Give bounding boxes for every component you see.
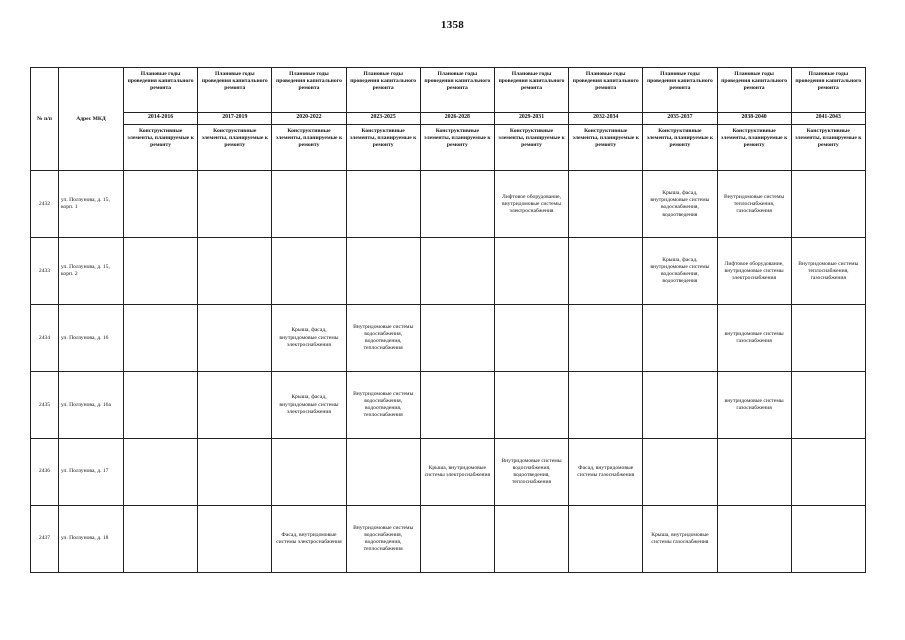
repair-elements-cell xyxy=(494,305,568,372)
repair-elements-cell xyxy=(420,238,494,305)
repair-elements-cell xyxy=(124,372,198,439)
repair-elements-cell xyxy=(494,238,568,305)
repair-elements-cell: Фасад, внутридомовые системы электроснабжения xyxy=(272,506,346,573)
repair-elements-cell xyxy=(791,305,865,372)
repair-elements-cell: Крыша, фасад, внутридомовые системы водоснабжения, водоотведения xyxy=(643,238,717,305)
repair-elements-cell xyxy=(124,305,198,372)
table-row xyxy=(31,439,866,506)
repair-elements-cell xyxy=(124,238,198,305)
repair-elements-cell xyxy=(569,305,643,372)
repair-elements-cell: Внутридомовые системы водоснабжения, водоотведения, теплоснабжения xyxy=(346,372,420,439)
repair-elements-cell xyxy=(198,439,272,506)
years-header: Плановые годы проведения капитального ремонта xyxy=(420,68,494,113)
repair-elements-cell xyxy=(346,439,420,506)
repair-elements-cell xyxy=(643,439,717,506)
repair-elements-cell xyxy=(791,372,865,439)
years-header: Плановые годы проведения капитального ремонта xyxy=(717,68,791,113)
row-number: 2433 xyxy=(31,238,59,305)
years-header: Плановые годы проведения капитального ремонта xyxy=(643,68,717,113)
row-address: ул. Ползунова, д. 15, корп. 1 xyxy=(59,171,124,238)
row-address: ул. Ползунова, д. 17 xyxy=(59,439,124,506)
address-column-header: Адрес МКД xyxy=(59,68,124,171)
repair-elements-cell: внутридомовые системы газоснабжения xyxy=(717,372,791,439)
years-header: Плановые годы проведения капитального ремонта xyxy=(346,68,420,113)
repair-elements-cell: внутридомовые системы газоснабжения xyxy=(717,305,791,372)
row-number: 2432 xyxy=(31,171,59,238)
repair-elements-cell xyxy=(569,238,643,305)
table-row xyxy=(31,238,866,305)
repair-elements-cell xyxy=(791,439,865,506)
repair-elements-cell: Внутридомовые системы теплоснабжения, газоснабжения xyxy=(791,238,865,305)
repair-elements-cell: Лифтовое оборудование, внутридомовые системы электроснабжения xyxy=(717,238,791,305)
repair-elements-cell xyxy=(346,171,420,238)
row-number: 2436 xyxy=(31,439,59,506)
repair-elements-cell xyxy=(124,171,198,238)
repair-elements-cell xyxy=(494,506,568,573)
repair-elements-cell xyxy=(569,372,643,439)
period-header: 2038-2040 xyxy=(717,112,791,124)
elements-header: Конструктивные элементы, планируемые к ремонту xyxy=(494,124,568,171)
repair-elements-cell xyxy=(643,372,717,439)
repair-elements-cell xyxy=(346,238,420,305)
repair-elements-cell xyxy=(272,171,346,238)
repair-elements-cell xyxy=(569,171,643,238)
repair-elements-cell xyxy=(420,171,494,238)
years-header: Плановые годы проведения капитального ремонта xyxy=(494,68,568,113)
repair-elements-cell xyxy=(198,372,272,439)
period-header: 2041-2043 xyxy=(791,112,865,124)
repair-elements-cell xyxy=(791,506,865,573)
repair-elements-cell: Крыша, фасад, внутридомовые системы электроснабжения xyxy=(272,372,346,439)
page-number: 1358 xyxy=(440,19,465,31)
repair-elements-cell xyxy=(569,506,643,573)
repair-elements-cell: Крыша, внутридомовые системы газоснабжения xyxy=(643,506,717,573)
repair-elements-cell: Внутридомовые системы водоснабжения, водоотведения, теплоснабжения xyxy=(494,439,568,506)
table-row xyxy=(31,506,866,573)
years-header: Плановые годы проведения капитального ремонта xyxy=(272,68,346,113)
repair-elements-cell xyxy=(198,506,272,573)
row-number: 2435 xyxy=(31,372,59,439)
elements-header: Конструктивные элементы, планируемые к ремонту xyxy=(717,124,791,171)
period-header: 2029-2031 xyxy=(494,112,568,124)
elements-header: Конструктивные элементы, планируемые к ремонту xyxy=(272,124,346,171)
table-row xyxy=(31,171,866,238)
repair-elements-cell: Крыша, фасад, внутридомовые системы электроснабжения xyxy=(272,305,346,372)
repair-elements-cell: Внутридомовые системы водоснабжения, водоотведения, теплоснабжения xyxy=(346,305,420,372)
repair-elements-cell xyxy=(791,171,865,238)
header-row-periods xyxy=(31,112,866,124)
years-header: Плановые годы проведения капитального ремонта xyxy=(124,68,198,113)
header-row-elements xyxy=(31,124,866,171)
row-number: 2437 xyxy=(31,506,59,573)
repair-elements-cell: Крыша, внутридомовые системы электроснабжения xyxy=(420,439,494,506)
row-address: ул. Ползунова, д. 15, корп. 2 xyxy=(59,238,124,305)
elements-header: Конструктивные элементы, планируемые к ремонту xyxy=(346,124,420,171)
row-address: ул. Ползунова, д. 16а xyxy=(59,372,124,439)
repair-elements-cell xyxy=(643,305,717,372)
row-number: 2434 xyxy=(31,305,59,372)
repair-elements-cell: Внутридомовые системы водоснабжения, водоотведения, теплоснабжения xyxy=(346,506,420,573)
elements-header: Конструктивные элементы, планируемые к ремонту xyxy=(569,124,643,171)
elements-header: Конструктивные элементы, планируемые к ремонту xyxy=(791,124,865,171)
years-header: Плановые годы проведения капитального ремонта xyxy=(791,68,865,113)
row-address: ул. Ползунова, д. 16 xyxy=(59,305,124,372)
elements-header: Конструктивные элементы, планируемые к ремонту xyxy=(124,124,198,171)
years-header: Плановые годы проведения капитального ремонта xyxy=(198,68,272,113)
repair-elements-cell xyxy=(272,439,346,506)
repair-elements-cell xyxy=(198,305,272,372)
repair-elements-cell xyxy=(420,305,494,372)
repair-elements-cell: Лифтовое оборудование, внутридомовые системы электроснабжения xyxy=(494,171,568,238)
repair-elements-cell xyxy=(494,372,568,439)
period-header: 2035-2037 xyxy=(643,112,717,124)
repair-elements-cell xyxy=(420,506,494,573)
period-header: 2026-2028 xyxy=(420,112,494,124)
repair-elements-cell: Внутридомовые системы теплоснабжения, газоснабжения xyxy=(717,171,791,238)
repair-elements-cell xyxy=(124,439,198,506)
elements-header: Конструктивные элементы, планируемые к ремонту xyxy=(420,124,494,171)
capital-repair-plan-table xyxy=(30,67,866,573)
elements-header: Конструктивные элементы, планируемые к ремонту xyxy=(198,124,272,171)
repair-elements-cell xyxy=(272,238,346,305)
table-row xyxy=(31,305,866,372)
repair-elements-cell xyxy=(717,439,791,506)
table-row xyxy=(31,372,866,439)
repair-elements-cell xyxy=(198,238,272,305)
number-column-header: № п/п xyxy=(31,68,59,171)
repair-elements-cell: Крыша, фасад, внутридомовые системы водоснабжения, водоотведения xyxy=(643,171,717,238)
row-address: ул. Ползунова, д. 18 xyxy=(59,506,124,573)
period-header: 2014-2016 xyxy=(124,112,198,124)
repair-elements-cell xyxy=(124,506,198,573)
period-header: 2017-2019 xyxy=(198,112,272,124)
repair-elements-cell: Фасад, внутридомовые системы газоснабжения xyxy=(569,439,643,506)
period-header: 2020-2022 xyxy=(272,112,346,124)
period-header: 2032-2034 xyxy=(569,112,643,124)
repair-elements-cell xyxy=(198,171,272,238)
header-row-titles xyxy=(31,68,866,113)
repair-elements-cell xyxy=(420,372,494,439)
years-header: Плановые годы проведения капитального ремонта xyxy=(569,68,643,113)
elements-header: Конструктивные элементы, планируемые к ремонту xyxy=(643,124,717,171)
repair-elements-cell xyxy=(717,506,791,573)
period-header: 2023-2025 xyxy=(346,112,420,124)
